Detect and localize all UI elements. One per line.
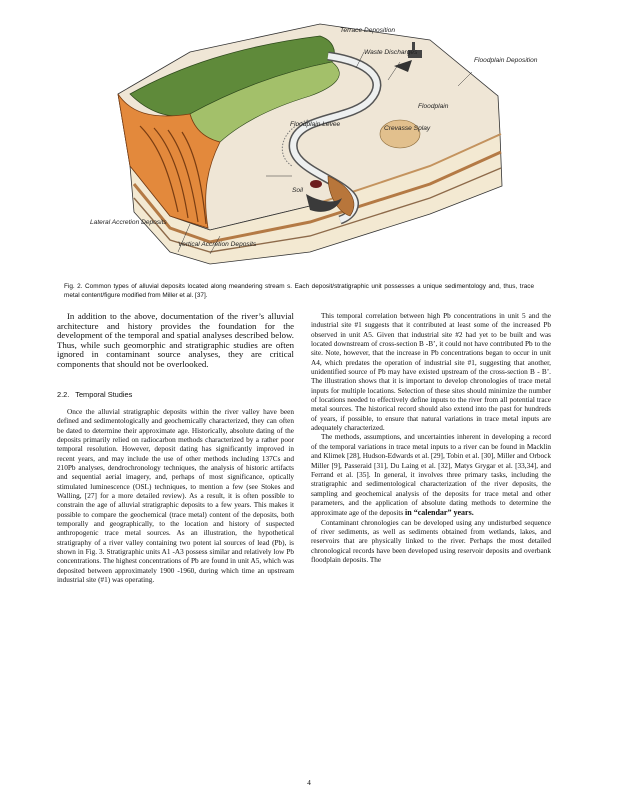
label-crevasse: Crevasse Splay — [384, 125, 431, 132]
label-floodplain: Floodplain — [418, 103, 449, 110]
label-floodplain-levee: Floodplain Levee — [290, 121, 341, 128]
right-column — [311, 312, 551, 565]
label-soil: Soil — [292, 187, 303, 194]
body-paragraph: Contaminant chronologies can be developed using any undisturbed sequence of river sediments, as well as sediments obtained from wetlands, lakes, and reservoirs that are physically linked to the river. Perhaps the most detailed chronological records have been developed using reservoir deposits and overbank floodplain deposits. The — [311, 518, 551, 564]
label-vertical: Vertical Accretion Deposits — [178, 241, 257, 248]
paragraph-text: The methods, assumptions, and uncertainties inherent in developing a record of the temporal variations in trace metal inputs to a river can be found in Macklin and Klimek [28], Hudson-Edwards et al. [29], Tobin et al. [30], Miller and Orbock Miller [9], Passeraid [31], Du Laing et al. [32], Matys Grygar et al. [33,34], and Ferrand et al. [35]. In general, it involves three primary tasks, including the stratigraphic and sedimentological characterization of the river deposits, the sampling and geochemical analysis of the deposits for trace metal and other parameters, and the application of absolute dating methods to determine the approximate age of the deposits — [311, 433, 551, 518]
label-floodplain-deposition: Floodplain Deposition — [474, 57, 538, 64]
section-number: 2.2. — [57, 389, 70, 399]
alluvial-deposits-figure — [70, 16, 538, 274]
section-heading — [57, 390, 294, 399]
soil-patch — [310, 180, 322, 188]
section-title: Temporal Studies — [75, 389, 133, 399]
left-column — [57, 312, 294, 585]
body-paragraph — [311, 433, 551, 518]
calendar-years-text: in “calendar” years. — [405, 508, 474, 518]
page-number: 4 — [307, 778, 311, 787]
body-paragraph: This temporal correlation between high Pb concentrations in unit 5 and the industrial site #1 suggests that it contributed at least some of the increased Pb observed in unit A5. Given that industrial site #2 had yet to be built and was located downstream of cross-section B -B’, it could not have contributed Pb to the site. Note, however, that the increase in Pb concentrations began to occur in unit A4, which predates the operation of industrial site #1, suggesting that another, unidentified source of Pb may have existed upstream of the cross-section B - B’. The illustration shows that it is important to develop chronologies of trace metal inputs for multiple locations. Selection of these sites should minimize the number of locations needed to effectively define inputs to the river from all potential trace metal sources. The historical record should also extend into the past for hundreds of years, if possible, to ensure that natural variations in trace metal inputs are adequately characterized. — [311, 312, 551, 433]
intro-paragraph: In addition to the above, documentation of the river’s alluvial architecture and history provides the foundation for the development of the temporal and spatial analyses described below. Thus, while such geomorphic and stratigraphic studies are often ignored in contaminant source analyses, they are critical components that should not be overlooked. — [57, 311, 294, 369]
label-lateral: Lateral Accretion Deposits — [90, 219, 167, 226]
label-terrace: Terrace Deposition — [340, 27, 396, 34]
label-waste: Waste Discharges — [364, 49, 418, 56]
body-paragraph: Once the alluvial stratigraphic deposits within the river valley have been defined and sedimentologically and geochemically characterized, they can often be dated to determine their approximate age. Historically, absolute dating of the deposits primarily relied on radiocarbon methods characterized by a rather poor temporal resolution. However, deposit dating has significantly improved in recent years, and may include the use of other methods including 137Cs and 210Pb analyses, dendrochronology techniques, the analysis of historic artifacts and sequential aerial imagery, and, perhaps of most significance, optically stimulated luminescence (OSL) techniques, to mention a few (see Stokes and Walling, [27] for a more detailed review). As a result, it is often possible to constrain the age of alluvial stratigraphic deposits to a few years. This makes it possible to compare the geochemical (trace metal) content of the deposits, both temporally and geographically, to the location and history of suspected anthropogenic trace metal sources. As an illustration, the hypothetical stratigraphy of a river valley containing two potent ial sources of lead (Pb), is shown in Fig. 3. Stratigraphic units A1 -A3 possess similar and relatively low Pb concentrations. The highest concentrations of Pb are found in unit A5, which was deposited between approximately 1900 -1960, during which time an upstream industrial site (#1) was operating. — [57, 407, 294, 585]
figure-caption: Fig. 2. Common types of alluvial deposits located along meandering stream s. Each deposit/stratigraphic unit possesses a unique sedimentology and, thus, trace metal content/figure modified from Miller et al. [37]. — [64, 283, 534, 300]
